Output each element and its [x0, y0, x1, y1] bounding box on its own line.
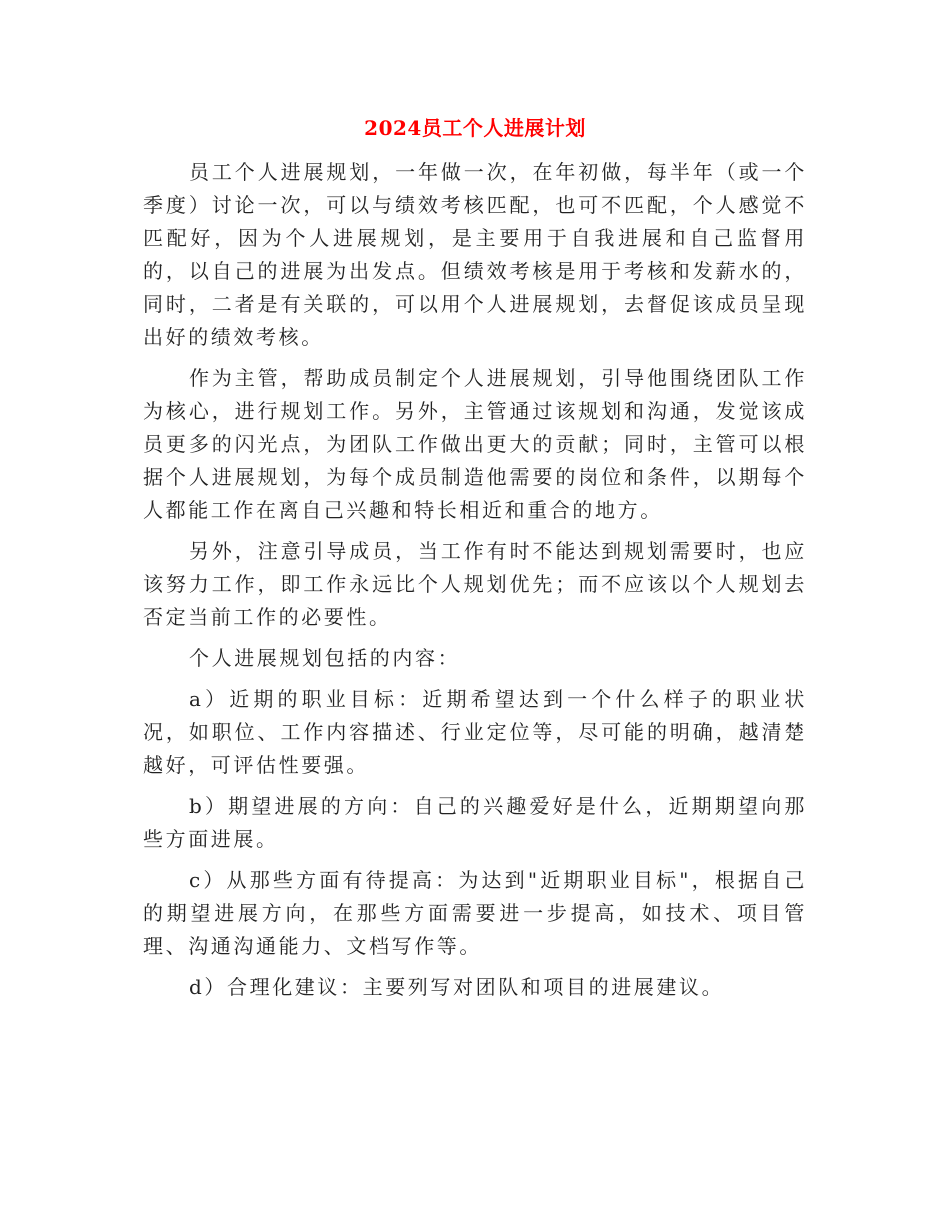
- list-item-career-goal: a）近期的职业目标：近期希望达到一个什么样子的职业状况，如职位、工作内容描述、行业定位等，尽可能的明确，越清楚越好，可评估性要强。: [143, 687, 807, 777]
- paragraph-contents-heading: 个人进展规划包括的内容：: [189, 646, 461, 670]
- list-item-suggestions: d）合理化建议：主要列写对团队和项目的进展建议。: [189, 975, 725, 999]
- list-item-development-direction: b）期望进展的方向：自己的兴趣爱好是什么，近期期望向那些方面进展。: [143, 794, 807, 851]
- paragraph-intro: 员工个人进展规划，一年做一次，在年初做，每半年（或一个季度）讨论一次，可以与绩效考核匹配，也可不匹配，个人感觉不匹配好，因为个人进展规划，是主要用于自我进展和自己监督用的，以自己的进展为出发点。但绩效考核是用于考核和发薪水的，同时，二者是有关联的，可以用个人进展规划，去督促该成员呈现出好的绩效考核。: [143, 160, 807, 349]
- paragraph-guidance: 另外，注意引导成员，当工作有时不能达到规划需要时，也应该努力工作，即工作永远比个人规划优先；而不应该以个人规划去否定当前工作的必要性。: [143, 539, 807, 629]
- list-item-improvement-areas: c）从那些方面有待提高：为达到"近期职业目标"，根据自己的期望进展方向，在那些方面需要进一步提高，如技术、项目管理、沟通沟通能力、文档写作等。: [143, 868, 807, 958]
- paragraph-supervisor-role: 作为主管，帮助成员制定个人进展规划，引导他围绕团队工作为核心，进行规划工作。另外，主管通过该规划和沟通，发觉该成员更多的闪光点，为团队工作做出更大的贡献；同时，主管可以根据个人进展规划，为每个成员制造他需要的岗位和条件，以期每个人都能工作在离自己兴趣和特长相近和重合的地方。: [143, 366, 807, 522]
- document-body: [143, 156, 807, 1004]
- document-title: 2024员工个人进展计划: [364, 116, 586, 140]
